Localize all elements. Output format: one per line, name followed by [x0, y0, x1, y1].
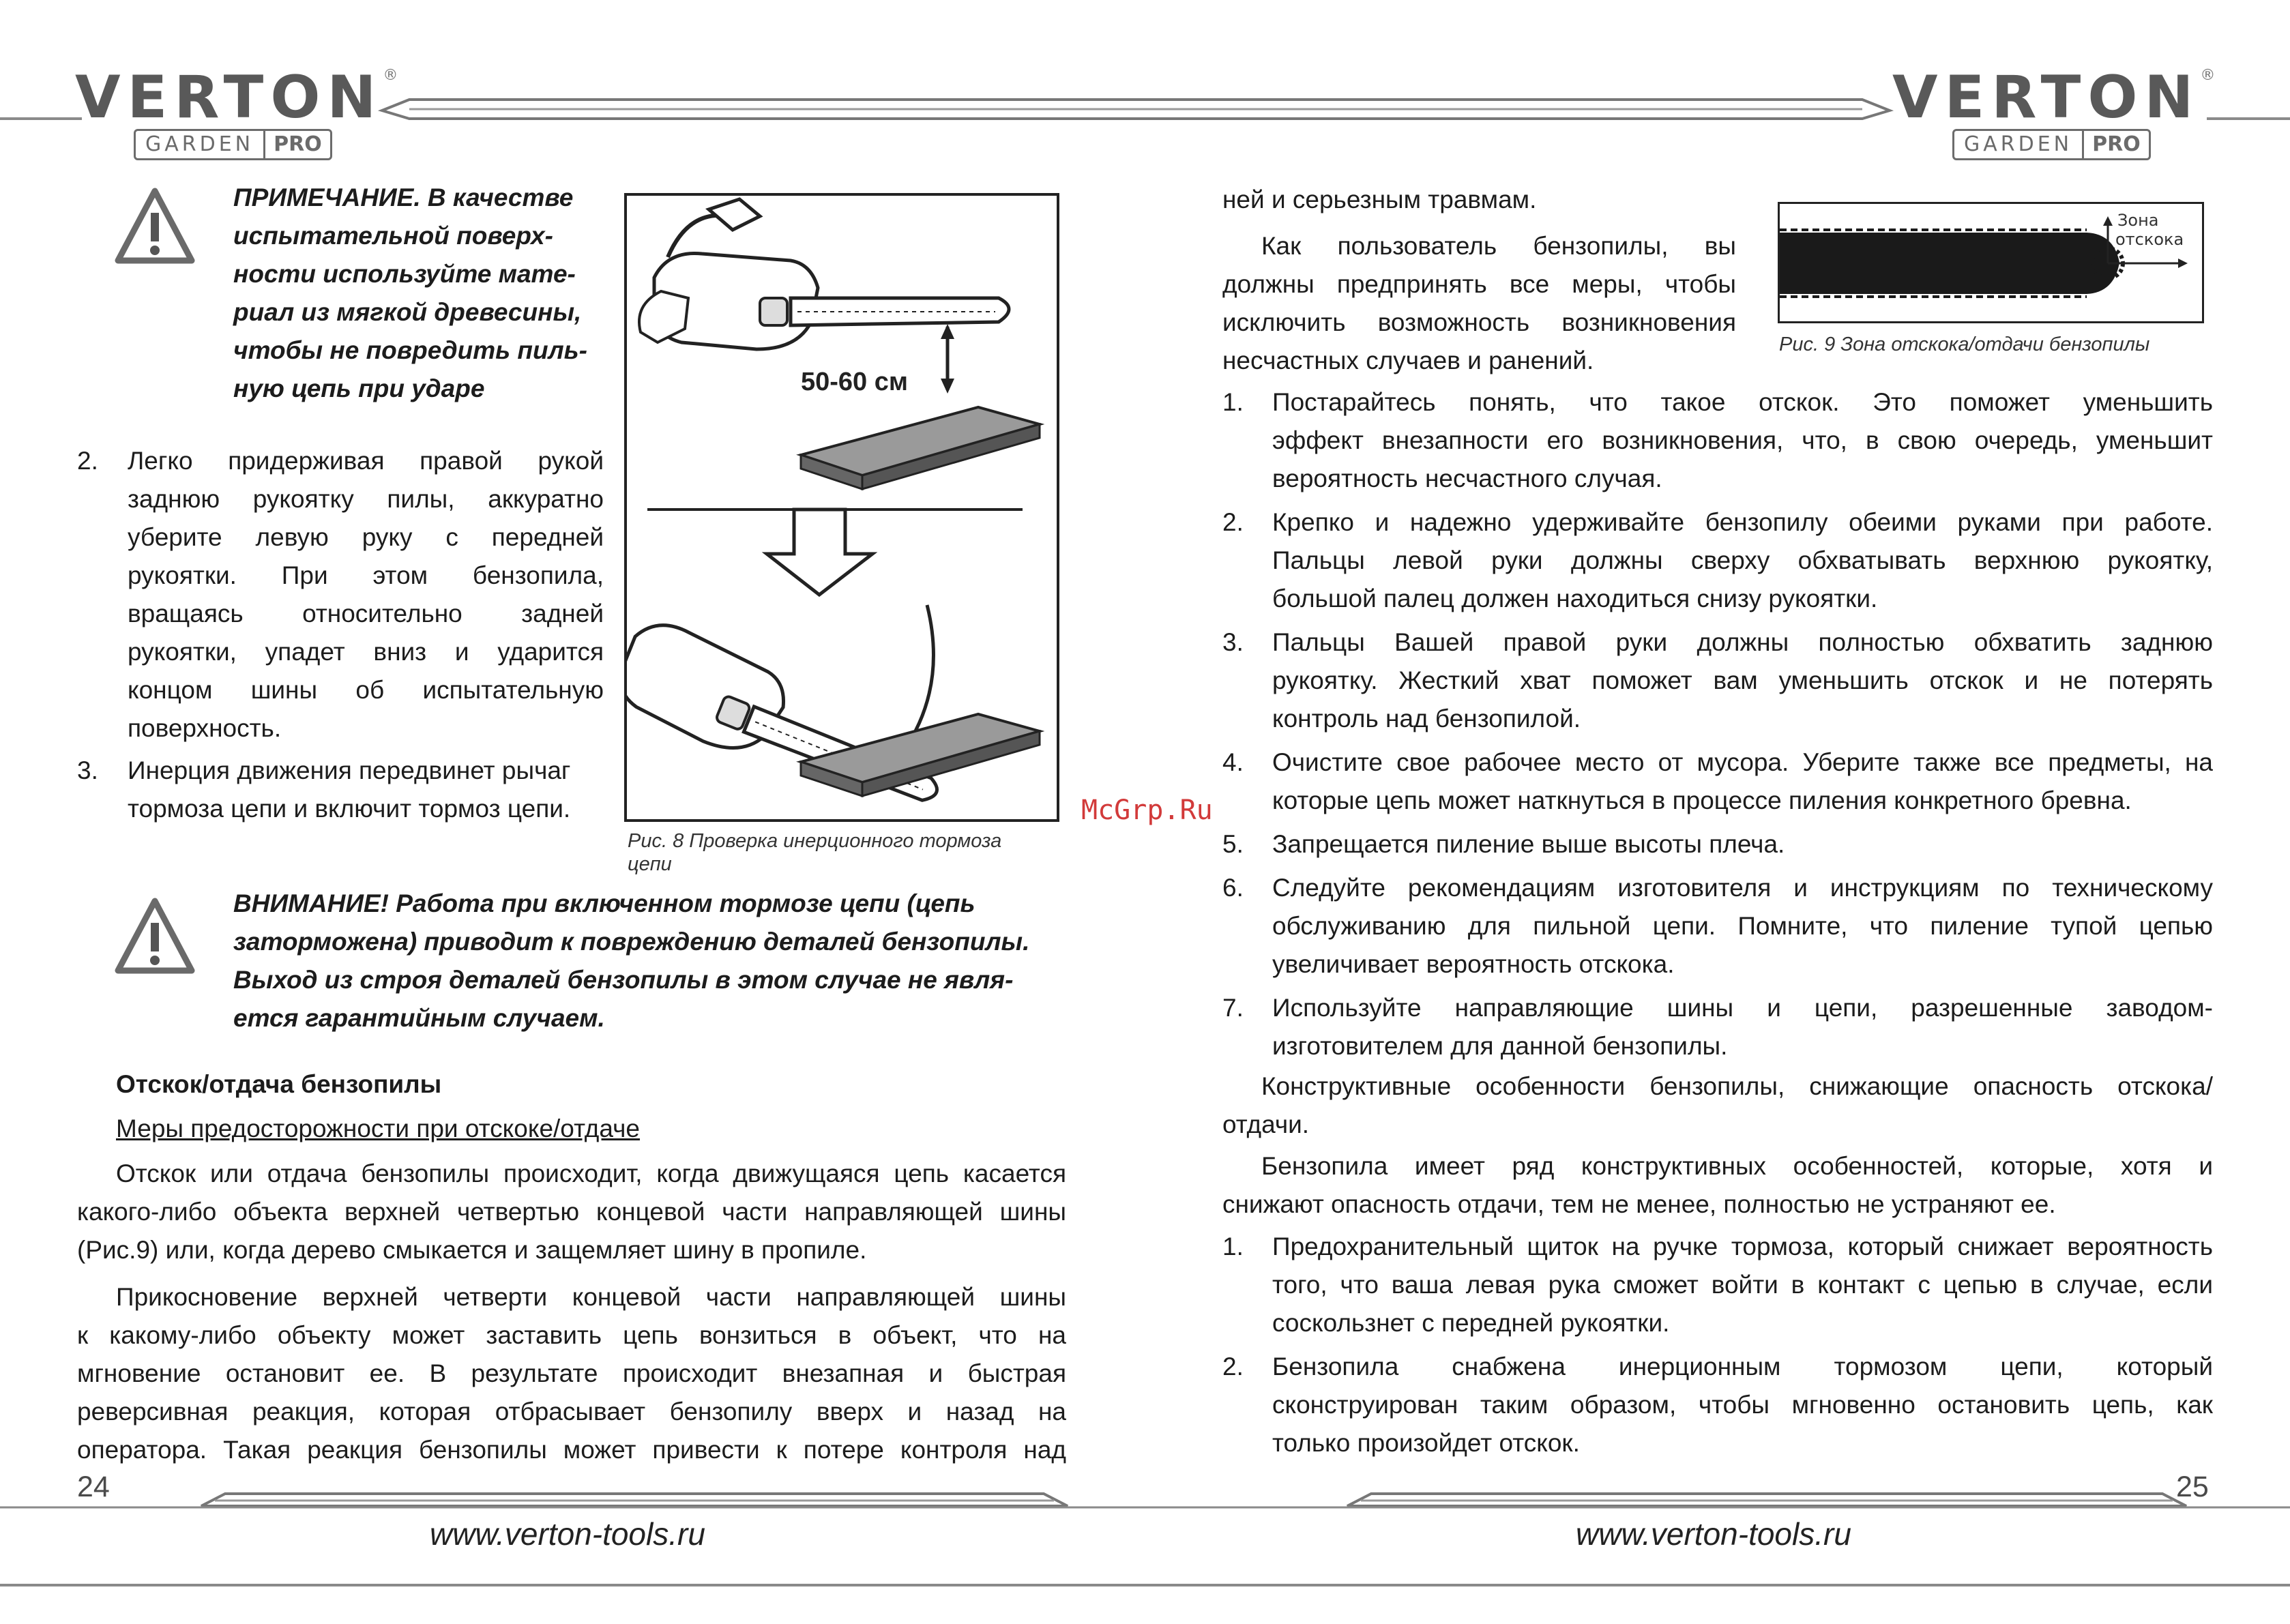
- brand-line-garden: GARDEN: [1954, 131, 2084, 158]
- list-line: Крепко и надежно удерживайте бензопилу обеими руками при работе.: [1272, 508, 2213, 536]
- list-line: уберите левую руку с передней: [128, 523, 604, 551]
- footer-url-right[interactable]: www.verton-tools.ru: [1576, 1516, 1851, 1552]
- text-line: к какому-либо объекту может заставить цепь вонзиться в объект, что на: [77, 1321, 1066, 1349]
- list-line: изготовителем для данной бензопилы.: [1272, 1032, 1728, 1060]
- height-label: 50-60 см: [801, 368, 908, 396]
- brand-line-pro: PRO: [2092, 132, 2141, 156]
- text-line: Бензопила имеет ряд конструктивных особенностей, которые, хотя и: [1261, 1152, 2213, 1180]
- watermark: McGrp.Ru: [1081, 795, 1213, 826]
- text-line: Прикосновение верхней четверти концевой части направляющей шины: [116, 1283, 1066, 1311]
- bottom-rule: [0, 1584, 2290, 1586]
- list-line: увеличивает вероятность отскока.: [1272, 950, 1675, 978]
- list-line: Запрещается пиление выше высоты плеча.: [1272, 830, 1785, 858]
- text-line: снижают опасность отдачи, тем не менее, полностью не устраняют ее.: [1222, 1190, 2056, 1218]
- footer-decoration: [0, 1480, 2290, 1535]
- list-number: 3.: [1222, 628, 1244, 656]
- list-line: рукоятки, упадет вниз и ударится: [128, 638, 604, 666]
- text-line: реверсивная реакция, которая отбрасывает бензопилу вверх и назад на: [77, 1398, 1066, 1426]
- list-line: сконструирован таким образом, чтобы мгновенно остановить цепь, как: [1272, 1391, 2213, 1419]
- text-line: ней и серьезным травмам.: [1222, 186, 1537, 213]
- kickback-zone-illustration: [1780, 204, 2202, 321]
- list-line: поверхность.: [128, 714, 282, 742]
- text-line: (Рис.9) или, когда дерево смыкается и защемляет шину в пропиле.: [77, 1236, 867, 1264]
- list-number: 4.: [1222, 748, 1244, 776]
- list-number: 7.: [1222, 994, 1244, 1022]
- text-line: Отскок или отдача бензопилы происходит, когда движущаяся цепь касается: [116, 1160, 1066, 1187]
- list-number: 1.: [1222, 388, 1244, 416]
- warning-triangle-icon: [113, 186, 197, 267]
- brand-logo-right: [1892, 63, 2222, 132]
- list-line: Предохранительный щиток на ручке тормоза, который снижает вероятность: [1272, 1232, 2213, 1260]
- list-line: концом шины об испытательную: [128, 676, 604, 704]
- list-number: 5.: [1222, 830, 1244, 858]
- zone-label: Зона: [2117, 211, 2159, 230]
- text-line: несчастных случаев и ранений.: [1222, 346, 1594, 374]
- note-line: чтобы не повредить пиль-: [233, 336, 587, 364]
- warning-block: [233, 885, 1079, 1037]
- brand-name: VERTON: [1892, 63, 2201, 132]
- text-line: оператора. Такая реакция бензопилы может привести к потере контроля над: [77, 1436, 1066, 1464]
- left-paragraph-2: [77, 1278, 1066, 1469]
- text-line: Конструктивные особенности бензопилы, снижающие опасность отскока/: [1261, 1072, 2213, 1100]
- list-line: только произойдет отскок.: [1272, 1429, 1580, 1457]
- right-paragraph-2: [1222, 1147, 2213, 1224]
- list-line: Бензопила снабжена инерционным тормозом цепи, который: [1272, 1353, 2213, 1381]
- list-line: Очистите свое рабочее место от мусора. Уберите также все предметы, на: [1272, 748, 2213, 776]
- brand-line-garden: GARDEN: [136, 131, 265, 158]
- list-number: 2.: [1222, 1353, 1244, 1381]
- section-subheading: Меры предосторожности при отскоке/отдаче: [116, 1114, 641, 1142]
- list-line: тормоза цепи и включит тормоз цепи.: [128, 795, 571, 823]
- page-number-right: 25: [2176, 1471, 2209, 1503]
- note-line: ПРИМЕЧАНИЕ. В качестве: [233, 183, 574, 211]
- list-number: 1.: [1222, 1232, 1244, 1260]
- section-heading: Отскок/отдача бензопилы: [116, 1070, 442, 1098]
- list-line: заднюю рукоятку пилы, аккуратно: [128, 485, 604, 513]
- note-line: риал из мягкой древесины,: [233, 298, 582, 326]
- caption-line: цепи: [628, 853, 672, 875]
- list-line: того, что ваша левая рука сможет войти в контакт с цепью в случае, если: [1272, 1271, 2213, 1299]
- warning-line: заторможена) приводит к повреждению деталей бензопилы.: [233, 928, 1030, 956]
- list-line: эффект внезапности его возникновения, что, в свою очередь, уменьшит: [1272, 426, 2213, 454]
- warning-line: ВНИМАНИЕ! Работа при включенном тормозе цепи (цепь: [233, 889, 975, 917]
- text-line: Как пользователь бензопилы, вы: [1261, 232, 1736, 260]
- list-number: 6.: [1222, 874, 1244, 902]
- caption-line: Рис. 8 Проверка инерционного тормоза: [628, 830, 1002, 852]
- list-number: 2.: [1222, 508, 1244, 536]
- list-line: Пальцы левой руки должны сверху обхватывать верхнюю рукоятку,: [1272, 546, 2213, 574]
- list-line: рукоятки. При этом бензопила,: [128, 561, 604, 589]
- list-line: Следуйте рекомендациям изготовителя и инструкциям по техническому: [1272, 874, 2213, 902]
- list-line: вращаясь относительно задней: [128, 600, 604, 628]
- figure-8-caption: [628, 829, 1064, 876]
- note-block: [233, 179, 615, 408]
- text-line: мгновение остановит ее. В результате происходит внезапная и быстрая: [77, 1359, 1066, 1387]
- list-line: соскользнет с передней рукоятки.: [1272, 1309, 1670, 1337]
- brand-subline-left: [134, 129, 332, 160]
- list-number: 2.: [77, 447, 98, 475]
- warning-line: ется гарантийным случаем.: [233, 1004, 605, 1032]
- note-line: ности используйте мате-: [233, 260, 576, 288]
- page-number-left: 24: [77, 1471, 110, 1503]
- zone-label: отскока: [2115, 230, 2184, 249]
- list-line: которые цепь может наткнуться в процессе пиления конкретного бревна.: [1272, 786, 2132, 814]
- list-line: Легко придерживая правой рукой: [128, 447, 604, 475]
- list-line: контроль над бензопилой.: [1272, 705, 1581, 733]
- figure-9: [1778, 202, 2204, 323]
- warning-triangle-icon: [113, 896, 197, 977]
- text-line: должны предпринять все меры, чтобы: [1222, 270, 1736, 298]
- list-line: вероятность несчастного случая.: [1272, 464, 1662, 492]
- warning-line: Выход из строя деталей бензопилы в этом случае не явля-: [233, 966, 1014, 994]
- list-line: Постарайтесь понять, что такое отскок. Это поможет уменьшить: [1272, 388, 2213, 416]
- right-intro-paragraph: [1222, 227, 1736, 380]
- registered-mark: ®: [2200, 67, 2222, 84]
- left-paragraph-1: [77, 1155, 1066, 1269]
- list-number: 3.: [77, 756, 98, 784]
- figure-8: [624, 193, 1059, 822]
- brand-line-pro: PRO: [274, 132, 322, 156]
- list-line: обслуживанию для пильной цепи. Помните, что пиление тупой цепью: [1272, 912, 2213, 940]
- text-line: исключить возможность возникновения: [1222, 308, 1736, 336]
- brand-name: VERTON: [75, 63, 383, 132]
- list-line: Используйте направляющие шины и цепи, разрешенные заводом-: [1272, 994, 2213, 1022]
- note-line: испытательной поверх-: [233, 222, 553, 250]
- list-line: Пальцы Вашей правой руки должны полностью обхватить заднюю: [1272, 628, 2213, 656]
- chainsaw-test-illustration: [627, 196, 1057, 819]
- list-item: [77, 752, 604, 833]
- list-item: [77, 442, 604, 749]
- figure-9-caption: Рис. 9 Зона отскока/отдачи бензопилы: [1779, 334, 2150, 355]
- list-line: большой палец должен находиться снизу рукоятки.: [1272, 585, 1878, 612]
- brand-subline-right: [1952, 129, 2151, 160]
- note-line: ную цепь при ударе: [233, 374, 485, 402]
- list-line: Инерция движения передвинет рычаг: [128, 756, 571, 784]
- text-line: какого-либо объекта верхней четвертью концевой части направляющей шины: [77, 1198, 1066, 1226]
- text-line: отдачи.: [1222, 1110, 1310, 1138]
- footer-url-left[interactable]: www.verton-tools.ru: [430, 1516, 705, 1552]
- right-paragraph-1: [1222, 1067, 2213, 1144]
- list-line: рукоятку. Жесткий хват поможет вам уменьшить отскок и не потерять: [1272, 666, 2213, 694]
- brand-logo-left: [75, 63, 405, 132]
- registered-mark: ®: [383, 67, 405, 84]
